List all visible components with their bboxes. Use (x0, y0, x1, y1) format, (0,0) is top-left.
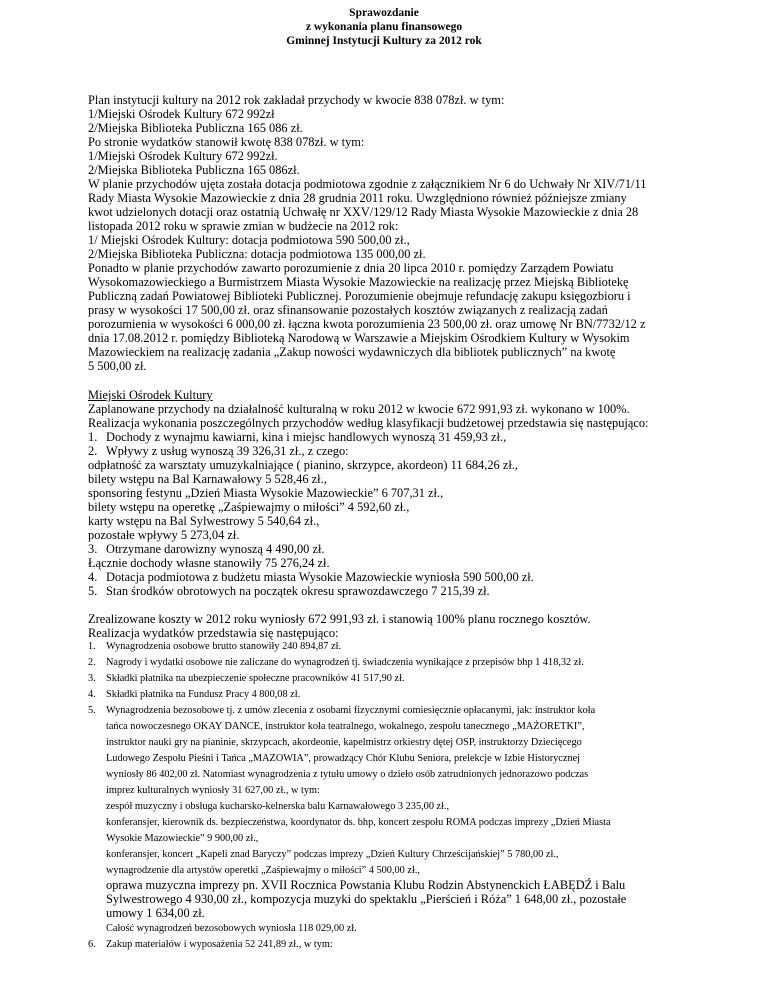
mok-sub-line: sponsoring festynu „Dzień Miasta Wysokie Mazowieckie” 6 707,31 zł., (88, 486, 444, 500)
mok-line: Zaplanowane przychody na działalność kulturalną w roku 2012 w kwocie 672 991,93 zł. wykonano w 100%. (88, 402, 630, 416)
list-item-text: Otrzymane darowizny wynoszą 4 490,00 zł. (106, 542, 325, 556)
cost-item-text: Wynagrodzenia bezosobowe tj. z umów zlecenia z osobami fizycznymi comiesięcznie opłacanymi, jak: instruktor koła (106, 705, 596, 716)
costs-line: Realizacja wydatków przedstawia się następująco: (88, 626, 339, 640)
list-item (88, 542, 325, 556)
cost-item5-line: Sylwestrowego 4 930,00 zł., kompozycja muzyki do spektaklu „Pierścień i Róża” 1 648,00 zł., pozostałe (106, 892, 627, 906)
intro-line: dnia 17.08.2012 r. pomiędzy Biblioteką Narodową w Warszawie a Miejskim Ośrodkiem Kultury w Wysokim (88, 331, 630, 345)
cost-item5-line: umowy 1 634,00 zł. (106, 906, 205, 920)
list-item-number: 2. (88, 444, 98, 458)
cost-item-text: Wynagrodzenia osobowe brutto stanowiły 240 894,87 zł. (106, 641, 342, 652)
cost-item5-line: oprawa muzyczna imprezy pn. XVII Rocznica Powstania Klubu Rodzin Abstynenckich ŁABĘDŹ i Balu (106, 878, 626, 892)
list-item-text: Stan środków obrotowych na początek okresu sprawozdawczego 7 215,39 zł. (106, 584, 490, 598)
mok-sub-line: karty wstępu na Bal Sylwestrowy 5 540,64 zł., (88, 514, 320, 528)
intro-line: 5 500,00 zł. (88, 359, 147, 373)
intro-line: 1/ Miejski Ośrodek Kultury: dotacja podmiotowa 590 500,00 zł., (88, 233, 410, 247)
intro-line: prasy w wysokości 17 500,00 zł. oraz sfinansowanie pozostałych kosztów związanych z realizacją zadań (88, 303, 608, 317)
cost-item5-line: wyniosły 86 402,00 zł. Natomiast wynagrodzenia z tytułu umowy o dzieło osób zatrudnionych jednorazowo podczas (106, 769, 589, 780)
intro-line: porozumienia w wysokości 6 000,00 zł. łączna kwota porozumienia 23 500,00 zł. oraz umowę Nr BN/7732/12 z (88, 317, 646, 331)
cost-item-text: Nagrody i wydatki osobowe nie zaliczane do wynagrodzeń tj. świadczenia wynikające z przepisów bhp 1 418,32 zł. (106, 657, 584, 668)
cost-item-number: 6. (88, 939, 96, 950)
title-line-3: Gminnej Instytucji Kultury za 2012 rok (286, 35, 482, 47)
mok-line: Realizacja wykonania poszczególnych przychodów według klasyfikacji budżetowej przedstawia się następująco: (88, 416, 649, 430)
list-item (88, 430, 507, 444)
cost-item5-line: instruktor nauki gry na pianinie, skrzypcach, akordeonie, kapelmistrz orkiestry dętej OSP, instruktorzy Dziecięcego (106, 737, 582, 748)
list-item-text: Dotacja podmiotowa z budżetu miasta Wysokie Mazowieckie wyniosła 590 500,00 zł. (106, 570, 534, 584)
cost-item-number: 5. (88, 705, 96, 716)
intro-line: Rady Miasta Wysokie Mazowieckie z dnia 28 grudnia 2011 roku. Uwzględniono również późniejsze zmiany (88, 191, 627, 205)
list-item (88, 584, 490, 598)
intro-line: Ponadto w planie przychodów zawarto porozumienie z dnia 20 lipca 2010 r. pomiędzy Zarządem Powiatu (88, 261, 614, 275)
section-heading-mok: Miejski Ośrodek Kultury (88, 388, 213, 402)
cost-item5-total: Całość wynagrodzeń bezosobowych wyniosła 118 029,00 zł. (106, 923, 357, 934)
cost-item5-line: zespół muzyczny i obsługa kucharsko-kelnerska balu Karnawałowego 3 235,00 zł., (106, 801, 450, 812)
list-item-text: Dochody z wynajmu kawiarni, kina i miejsc handlowych wynoszą 31 459,93 zł., (106, 430, 507, 444)
mok-sub-line: bilety wstępu na Bal Karnawałowy 5 528,46 zł., (88, 472, 327, 486)
cost-item5-line: wynagrodzenie dla artystów operetki „Zaśpiewajmy o miłości” 4 500,00 zł., (106, 865, 420, 876)
intro-line: Po stronie wydatków stanowił kwotę 838 078zł. w tym: (88, 135, 365, 149)
intro-line: 2/Miejska Biblioteka Publiczna 165 086 zł. (88, 121, 303, 135)
list-item-number: 3. (88, 542, 98, 556)
intro-line: 1/Miejski Ośrodek Kultury 672 992zł (88, 107, 275, 121)
intro-line: Plan instytucji kultury na 2012 rok zakładał przychody w kwocie 838 078zł. w tym: (88, 93, 505, 107)
intro-line: 1/Miejski Ośrodek Kultury 672 992zł. (88, 149, 278, 163)
intro-line: Publiczną zadań Powiatowej Biblioteki Publicznej. Porozumienie obejmuje refundację zakupu księgozbioru i (88, 289, 631, 303)
cost-item5-line: tańca nowoczesnego OKAY DANCE, instruktor koła teatralnego, wokalnego, zespołu tanecznego „MAŻORETKI”, (106, 721, 585, 732)
cost-item5-line: konferansjer, koncert „Kapeli znad Baryczy” podczas imprezy „Dzień Kultury Chrześcijańskiej” 5 780,00 zł., (106, 849, 559, 860)
cost-item-number: 4. (88, 689, 96, 700)
cost-item-text: Składki płatnika na Fundusz Pracy 4 800,08 zł. (106, 689, 301, 700)
mok-sub-line: odpłatność za warsztaty umuzykalniające ( pianino, skrzypce, akordeon) 11 684,26 zł., (88, 458, 518, 472)
cost-item5-line: konferansjer, kierownik ds. bezpieczeństwa, koordynator ds. bhp, koncert zespołu ROMA podczas imprezy „Dzień Miasta (106, 817, 611, 828)
list-item-text: Wpływy z usług wynoszą 39 326,31 zł., z czego: (106, 444, 349, 458)
title-line-1: Sprawozdanie (349, 7, 419, 19)
list-item-number: 4. (88, 570, 98, 584)
cost-item5-line: Wysokie Mazowieckie” 9 900,00 zł., (106, 833, 259, 844)
intro-line: 2/Miejska Biblioteka Publiczna: dotacja podmiotowa 135 000,00 zł. (88, 247, 426, 261)
cost-item-number: 3. (88, 673, 96, 684)
cost-item5-line: imprez kulturalnych wyniosły 31 627,00 zł., w tym: (106, 785, 320, 796)
list-item-number: 5. (88, 584, 98, 598)
intro-line: W planie przychodów ujęta została dotacja podmiotowa zgodnie z załącznikiem Nr 6 do Uchwały Nr XIV/71/11 (88, 177, 647, 191)
list-item (88, 444, 349, 458)
cost-item-number: 2. (88, 657, 96, 668)
intro-line: Mazowieckiem na realizację zadania „Zakup nowości wydawniczych dla bibliotek publicznych” na kwotę (88, 345, 616, 359)
cost-item-text: Składki płatnika na ubezpieczenie społeczne pracowników 41 517,90 zł. (106, 673, 405, 684)
mok-sub-line: pozostałe wpływy 5 273,04 zł. (88, 528, 240, 542)
cost-item-text: Zakup materiałów i wyposażenia 52 241,89 zł., w tym: (106, 939, 333, 950)
list-item (88, 570, 534, 584)
intro-line: 2/Miejska Biblioteka Publiczna 165 086zł. (88, 163, 300, 177)
mok-sub-line: bilety wstępu na operetkę „Zaśpiewajmy o miłości” 4 592,60 zł., (88, 500, 410, 514)
mok-total-line: Łącznie dochody własne stanowiły 75 276,24 zł. (88, 556, 330, 570)
intro-line: Wysokomazowieckiego a Burmistrzem Miasta Wysokie Mazowieckie na realizację przez Miejską Bibliotekę (88, 275, 629, 289)
cost-item5-line: Ludowego Zespołu Pieśni i Tańca „MAZOWIA”, prowadzący Chór Klubu Seniora, prelekcje w Izbie Historycznej (106, 753, 581, 764)
cost-item-number: 1. (88, 641, 96, 652)
intro-line: kwot udzielonych dotacji oraz ostatnią Uchwałę nr XXV/129/12 Rady Miasta Wysokie Mazowieckie z dnia 28 (88, 205, 639, 219)
intro-line: listopada 2012 roku w sprawie zmian w budżecie na 2012 rok: (88, 219, 399, 233)
costs-line: Zrealizowane koszty w 2012 roku wyniosły 672 991,93 zł. i stanowią 100% planu rocznego kosztów. (88, 612, 591, 626)
title-line-2: z wykonania planu finansowego (305, 21, 463, 33)
list-item-number: 1. (88, 430, 98, 444)
